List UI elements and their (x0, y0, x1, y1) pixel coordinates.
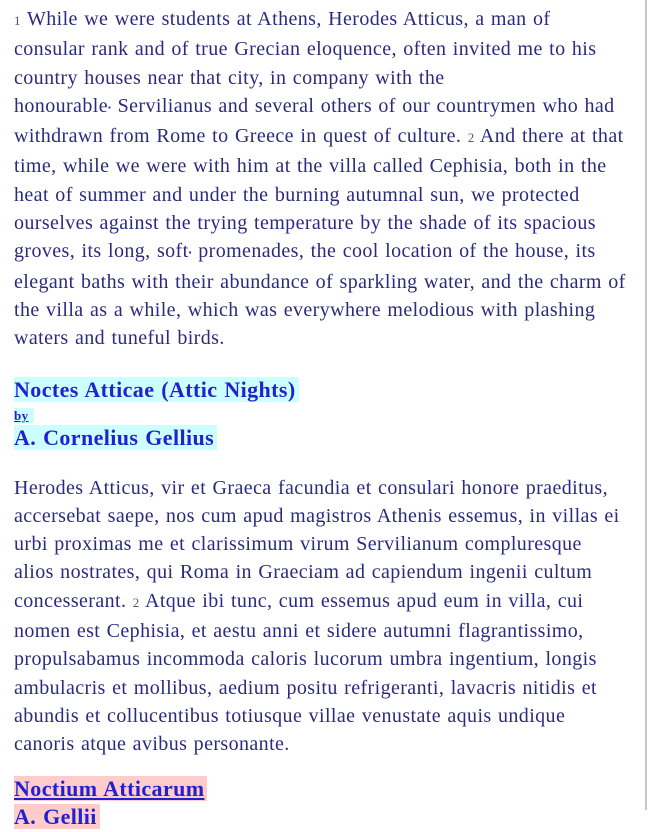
work-title-block (14, 377, 626, 453)
latin-text-paragraph (14, 474, 626, 759)
work-author: A. Cornelius Gellius (14, 425, 217, 450)
text-run: And there at that time, while we were with him at the villa called Cephisia, both in the heat of summer and under the burning autumnal sun, we protected ourselves against the trying temperature by the shade of its spacious groves, its long, soft (14, 125, 624, 263)
text-run: Atque ibi tunc, cum essemus apud eum in villa, cui nomen est Cephisia, et aestu anni et sidere autumni flagrantissimo, propulsabamus incommoda caloris lucorum umbra ingentium, longis ambulacris et mollibus, aedium positu refrigeranti, lavacris nitidis et abundis et collucentibus totiusque villae venustate aquis undique canoris atque avibus personante. (14, 589, 597, 756)
page-content (14, 5, 626, 832)
latin-title-block (14, 776, 626, 832)
work-title: Noctes Atticae (Attic Nights) (14, 377, 299, 402)
section-number: 2 (132, 594, 140, 610)
footnote-marker[interactable]: ▪ (107, 102, 112, 112)
by-link[interactable]: by (14, 408, 34, 423)
text-run: While we were students at Athens, Herodes Atticus, a man of consular rank and of true Grecian eloquence, often invited me to his country houses near that city, in company with the honourable (14, 8, 597, 117)
text-run: Herodes Atticus, vir et Graeca facundia et consulari honore praeditus, accersebat saepe, nos cum apud magistros Athenis essemus, in villas ei urbi proximas me et clarissimum virum Servilianum compluresque alios nostrates, qui Roma in Graeciam ad capiendum ingenii cultum concesserant. (14, 476, 620, 612)
text-run: Servilianus and several others of our countrymen who had withdrawn from Rome to Greece in quest of culture. (14, 94, 615, 148)
frame-divider (645, 0, 647, 810)
section-number: 2 (467, 130, 475, 146)
text-run: promenades, the cool location of the house, its elegant baths with their abundance of sparkling water, and the charm of the villa as a while, which was everywhere melodious with plashing waters and tuneful birds. (14, 240, 626, 350)
english-translation-paragraph (14, 5, 626, 353)
section-number: 1 (14, 13, 21, 28)
latin-work-title-link[interactable]: Noctium Atticarum (14, 776, 207, 801)
footnote-marker[interactable]: ▪ (188, 248, 192, 258)
latin-work-author: A. Gellii (14, 804, 100, 829)
